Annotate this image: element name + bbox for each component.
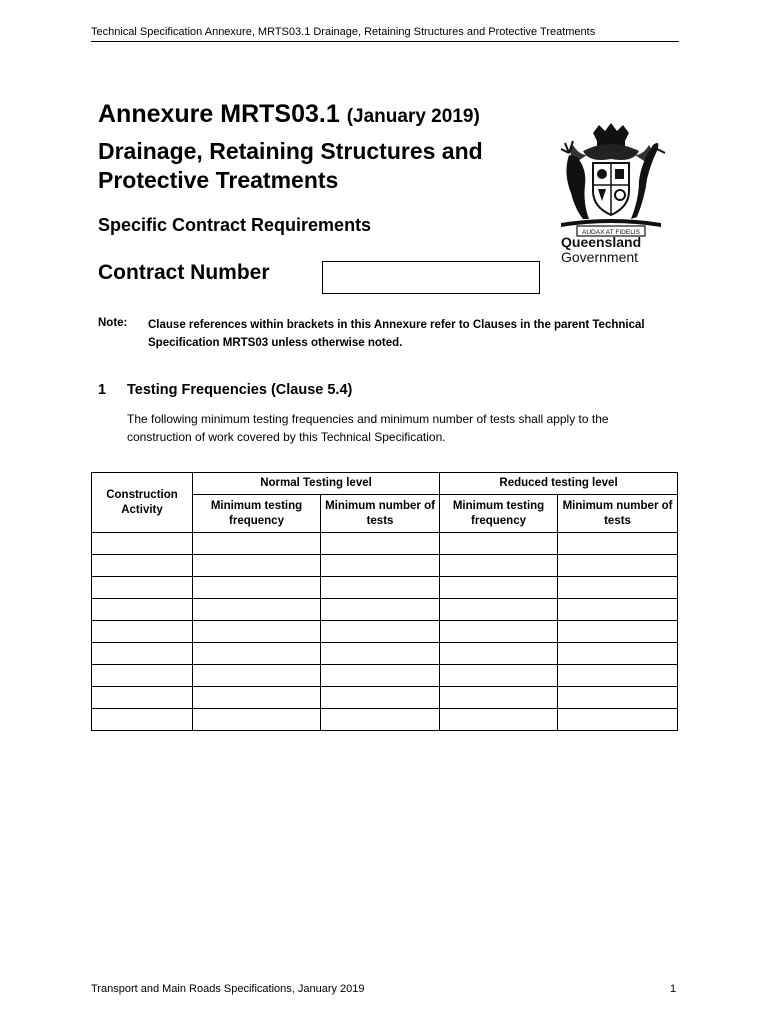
- header-rule: [91, 41, 679, 42]
- table-cell[interactable]: [558, 621, 678, 643]
- logo-wordmark-line2: Government: [561, 249, 639, 264]
- table-cell[interactable]: [92, 665, 193, 687]
- table-cell[interactable]: [193, 687, 321, 709]
- table-cell[interactable]: [92, 621, 193, 643]
- table-cell[interactable]: [92, 709, 193, 731]
- page-title: [98, 100, 480, 129]
- table-row: [92, 533, 678, 555]
- table-cell[interactable]: [321, 621, 440, 643]
- table-cell[interactable]: [321, 665, 440, 687]
- table-cell[interactable]: [558, 555, 678, 577]
- section-title: Testing Frequencies (Clause 5.4): [127, 382, 353, 398]
- table-cell[interactable]: [558, 577, 678, 599]
- table-cell[interactable]: [321, 709, 440, 731]
- table-cell[interactable]: [92, 577, 193, 599]
- table-cell[interactable]: [92, 533, 193, 555]
- table-row: [92, 577, 678, 599]
- table-row: [92, 643, 678, 665]
- col-construction-activity: Construction Activity: [92, 473, 193, 533]
- note-label: Note:: [98, 317, 128, 329]
- col-normal-min-frequency: Minimum testing frequency: [193, 495, 321, 533]
- table-cell[interactable]: [440, 599, 558, 621]
- table-cell[interactable]: [321, 643, 440, 665]
- contract-number-field[interactable]: [322, 261, 540, 294]
- scr-heading: Specific Contract Requirements: [98, 215, 372, 235]
- table-cell[interactable]: [193, 533, 321, 555]
- col-reduced-min-frequency: Minimum testing frequency: [440, 495, 558, 533]
- table-cell[interactable]: [440, 665, 558, 687]
- table-cell[interactable]: [558, 643, 678, 665]
- table-row: [92, 687, 678, 709]
- table-row: [92, 665, 678, 687]
- testing-frequencies-table: [91, 472, 678, 731]
- table-cell[interactable]: [92, 555, 193, 577]
- col-normal-min-tests: Minimum number of tests: [321, 495, 440, 533]
- table-header-row: [92, 473, 678, 495]
- table-row: [92, 621, 678, 643]
- document-subtitle: Drainage, Retaining Structures and Protective Treatments: [98, 138, 483, 193]
- section-number: 1: [98, 382, 107, 398]
- table-cell[interactable]: [92, 599, 193, 621]
- table-cell[interactable]: [558, 687, 678, 709]
- table-cell[interactable]: [440, 643, 558, 665]
- note-text: Clause references within brackets in this Annexure refer to Clauses in the parent Technical Specification MRTS03 unless otherwise noted.: [148, 319, 645, 349]
- table-cell[interactable]: [440, 709, 558, 731]
- table-cell[interactable]: [440, 687, 558, 709]
- table-cell[interactable]: [321, 555, 440, 577]
- table-row: [92, 555, 678, 577]
- logo-wordmark-line1: Queensland: [561, 234, 642, 250]
- table-row: [92, 599, 678, 621]
- table-cell[interactable]: [321, 687, 440, 709]
- table-body: [92, 533, 678, 731]
- group-reduced-testing: Reduced testing level: [440, 473, 678, 495]
- table-cell[interactable]: [193, 643, 321, 665]
- table-cell[interactable]: [193, 555, 321, 577]
- running-header: Technical Specification Annexure, MRTS03.1 Drainage, Retaining Structures and Protective Treatments: [91, 26, 596, 38]
- table-cell[interactable]: [558, 533, 678, 555]
- table-cell[interactable]: [193, 621, 321, 643]
- table-row: [92, 709, 678, 731]
- coat-of-arms-icon: [553, 123, 669, 264]
- table-cell[interactable]: [193, 709, 321, 731]
- table-cell[interactable]: [193, 577, 321, 599]
- table-cell[interactable]: [92, 643, 193, 665]
- table-cell[interactable]: [321, 577, 440, 599]
- footer-text: Transport and Main Roads Specifications, January 2019: [91, 983, 365, 995]
- contract-number-label: Contract Number: [98, 261, 270, 284]
- table-cell[interactable]: [321, 533, 440, 555]
- queensland-government-logo: [553, 123, 669, 264]
- table-cell[interactable]: [440, 621, 558, 643]
- table-cell[interactable]: [440, 555, 558, 577]
- table-cell[interactable]: [558, 599, 678, 621]
- table-cell[interactable]: [440, 577, 558, 599]
- table-cell[interactable]: [193, 599, 321, 621]
- col-reduced-min-tests: Minimum number of tests: [558, 495, 678, 533]
- table-cell[interactable]: [558, 665, 678, 687]
- table-cell[interactable]: [440, 533, 558, 555]
- table-cell[interactable]: [321, 599, 440, 621]
- section-paragraph: The following minimum testing frequencies and minimum number of tests shall apply to the construction of work covered by this Technical Specification.: [127, 412, 609, 444]
- logo-motto: AUDAX AT FIDELIS: [582, 229, 640, 236]
- table-cell[interactable]: [558, 709, 678, 731]
- page-number: 1: [670, 983, 677, 995]
- table-cell[interactable]: [92, 687, 193, 709]
- title-main: Annexure MRTS03.1: [98, 100, 340, 128]
- group-normal-testing: Normal Testing level: [193, 473, 440, 495]
- title-date: (January 2019): [346, 106, 480, 127]
- table-cell[interactable]: [193, 665, 321, 687]
